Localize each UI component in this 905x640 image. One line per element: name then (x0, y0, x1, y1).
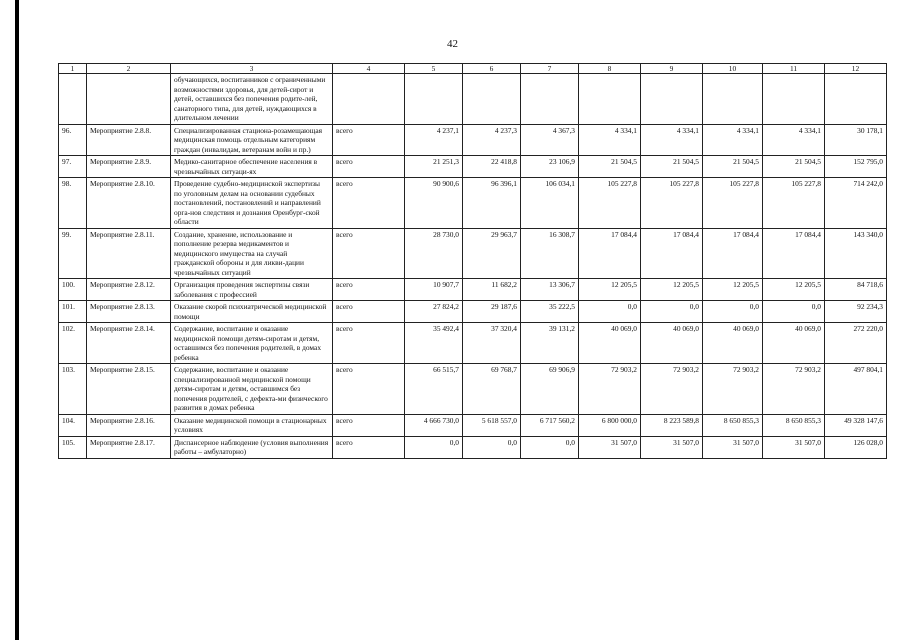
row-code: Мероприятие 2.8.17. (87, 436, 171, 458)
row-value: 22 418,8 (463, 156, 521, 178)
row-value: 21 504,5 (703, 156, 763, 178)
row-value: 39 131,2 (521, 323, 579, 364)
row-description: Специализированная стациона-розамещающая медицинская помощь отдельным категориям граждан (инвалидам, ветеранам войн и пр.) (171, 124, 333, 156)
row-value: 143 340,0 (825, 228, 887, 279)
row-value: 272 220,0 (825, 323, 887, 364)
row-value: 4 334,1 (579, 124, 641, 156)
row-code: Мероприятие 2.8.16. (87, 414, 171, 436)
table-row (59, 178, 887, 229)
row-value: 8 223 589,8 (641, 414, 703, 436)
row-value: 4 237,1 (405, 124, 463, 156)
table-row (59, 436, 887, 458)
row-value: 126 028,0 (825, 436, 887, 458)
column-numbers-row (59, 64, 887, 74)
row-value: 29 187,6 (463, 301, 521, 323)
row-value: 0,0 (763, 301, 825, 323)
table-row (59, 364, 887, 415)
row-description: Медико-санитарное обеспечение населения в чрезвычайных ситуаци-ях (171, 156, 333, 178)
column-header: 7 (521, 64, 579, 74)
row-value: 30 178,1 (825, 124, 887, 156)
row-kind: всего (333, 364, 405, 415)
column-header: 9 (641, 64, 703, 74)
row-value: 0,0 (521, 436, 579, 458)
row-value: 72 903,2 (763, 364, 825, 415)
row-value: 105 227,8 (763, 178, 825, 229)
column-header: 11 (763, 64, 825, 74)
table-body (59, 124, 887, 458)
row-code: Мероприятие 2.8.9. (87, 156, 171, 178)
row-description: Содержание, воспитание и оказание специализированной медицинской помощи детям-сиротам и детям, оставшимся без попечения родителей, с дефекта-ми физического развития в домах ребенка (171, 364, 333, 415)
row-value: 69 768,7 (463, 364, 521, 415)
row-value: 72 903,2 (641, 364, 703, 415)
row-value: 49 328 147,6 (825, 414, 887, 436)
row-value: 0,0 (463, 436, 521, 458)
row-kind: всего (333, 301, 405, 323)
row-value: 8 650 855,3 (703, 414, 763, 436)
row-value: 4 334,1 (763, 124, 825, 156)
row-value: 37 320,4 (463, 323, 521, 364)
row-description: Диспансерное наблюдение (условия выполнения работы – амбулаторно) (171, 436, 333, 458)
table-row (59, 156, 887, 178)
row-value: 40 069,0 (763, 323, 825, 364)
row-value: 4 237,3 (463, 124, 521, 156)
row-value: 714 242,0 (825, 178, 887, 229)
row-value: 13 306,7 (521, 279, 579, 301)
row-value: 8 650 855,3 (763, 414, 825, 436)
row-number: 104. (59, 414, 87, 436)
row-kind: всего (333, 178, 405, 229)
row-value: 17 084,4 (641, 228, 703, 279)
row-value: 12 205,5 (641, 279, 703, 301)
row-number: 97. (59, 156, 87, 178)
row-value: 21 251,3 (405, 156, 463, 178)
row-value: 16 308,7 (521, 228, 579, 279)
table-row (59, 414, 887, 436)
row-value: 105 227,8 (703, 178, 763, 229)
row-value: 6 717 560,2 (521, 414, 579, 436)
row-value: 84 718,6 (825, 279, 887, 301)
page-edge-bar (15, 0, 19, 640)
row-value: 66 515,7 (405, 364, 463, 415)
row-description: Содержание, воспитание и оказание медицинской помощи детям-сиротам и детям, оставшимся без попечения родителей, в домах ребенка (171, 323, 333, 364)
table-row (59, 301, 887, 323)
row-number: 103. (59, 364, 87, 415)
row-number: 101. (59, 301, 87, 323)
row-code: Мероприятие 2.8.13. (87, 301, 171, 323)
page-number: 42 (447, 38, 458, 50)
row-value: 0,0 (703, 301, 763, 323)
row-value: 31 507,0 (579, 436, 641, 458)
row-value: 40 069,0 (703, 323, 763, 364)
row-value: 31 507,0 (641, 436, 703, 458)
table-row (59, 323, 887, 364)
row-value: 6 800 000,0 (579, 414, 641, 436)
row-code: Мероприятие 2.8.8. (87, 124, 171, 156)
row-value: 72 903,2 (579, 364, 641, 415)
row-value: 40 069,0 (579, 323, 641, 364)
row-number: 99. (59, 228, 87, 279)
row-value: 69 906,9 (521, 364, 579, 415)
column-header: 10 (703, 64, 763, 74)
budget-table (58, 63, 887, 459)
row-value: 40 069,0 (641, 323, 703, 364)
row-value: 28 730,0 (405, 228, 463, 279)
column-header: 12 (825, 64, 887, 74)
row-value: 497 804,1 (825, 364, 887, 415)
row-value: 4 334,1 (641, 124, 703, 156)
row-value: 105 227,8 (641, 178, 703, 229)
row-kind: всего (333, 436, 405, 458)
column-header: 1 (59, 64, 87, 74)
row-code: Мероприятие 2.8.14. (87, 323, 171, 364)
row-value: 21 504,5 (763, 156, 825, 178)
row-kind: всего (333, 156, 405, 178)
row-code: Мероприятие 2.8.11. (87, 228, 171, 279)
column-header: 3 (171, 64, 333, 74)
row-value: 35 492,4 (405, 323, 463, 364)
row-value: 17 084,4 (703, 228, 763, 279)
row-value: 10 907,7 (405, 279, 463, 301)
row-code: Мероприятие 2.8.15. (87, 364, 171, 415)
row-value: 11 682,2 (463, 279, 521, 301)
row-description: Организация проведения экспертизы связи заболевания с профессией (171, 279, 333, 301)
row-value: 29 963,7 (463, 228, 521, 279)
row-value: 5 618 557,0 (463, 414, 521, 436)
row-value: 31 507,0 (703, 436, 763, 458)
row-value: 4 367,3 (521, 124, 579, 156)
row-value: 92 234,3 (825, 301, 887, 323)
row-value: 152 795,0 (825, 156, 887, 178)
column-header: 8 (579, 64, 641, 74)
row-value: 35 222,5 (521, 301, 579, 323)
row-code: Мероприятие 2.8.12. (87, 279, 171, 301)
row-value: 106 034,1 (521, 178, 579, 229)
column-header: 4 (333, 64, 405, 74)
row-number: 102. (59, 323, 87, 364)
row-value: 105 227,8 (579, 178, 641, 229)
row-number: 96. (59, 124, 87, 156)
row-value: 17 084,4 (763, 228, 825, 279)
row-value: 21 504,5 (641, 156, 703, 178)
row-kind: всего (333, 124, 405, 156)
row-value: 21 504,5 (579, 156, 641, 178)
row-value: 0,0 (405, 436, 463, 458)
row-value: 27 824,2 (405, 301, 463, 323)
row-description: Проведение судебно-медицинской экспертизы по уголовным делам на основании судебных постановлений, постановлений и направлений орга-нов следствия и дознания Оренбург-ской области (171, 178, 333, 229)
row-code: Мероприятие 2.8.10. (87, 178, 171, 229)
table-row (59, 279, 887, 301)
table-row (59, 228, 887, 279)
row-number: 100. (59, 279, 87, 301)
row-kind: всего (333, 414, 405, 436)
row-value: 23 106,9 (521, 156, 579, 178)
row-value: 72 903,2 (703, 364, 763, 415)
table-row (59, 124, 887, 156)
row-value: 4 334,1 (703, 124, 763, 156)
row-kind: всего (333, 228, 405, 279)
row-number: 98. (59, 178, 87, 229)
row-description: обучающихся, воспитанников с ограниченными возможностями здоровья, для детей-сирот и детей, оставшихся без попечения родите-лей, санаторного типа, для детей, нуждающихся в длительном лечении (171, 74, 333, 125)
row-value: 4 666 730,0 (405, 414, 463, 436)
row-value: 17 084,4 (579, 228, 641, 279)
row-kind: всего (333, 279, 405, 301)
column-header: 5 (405, 64, 463, 74)
row-value: 31 507,0 (763, 436, 825, 458)
row-kind: всего (333, 323, 405, 364)
column-header: 6 (463, 64, 521, 74)
row-value: 0,0 (641, 301, 703, 323)
row-value: 96 396,1 (463, 178, 521, 229)
row-value: 0,0 (579, 301, 641, 323)
row-value: 12 205,5 (579, 279, 641, 301)
row-description: Оказание скорой психиатрической медицинской помощи (171, 301, 333, 323)
row-value: 12 205,5 (763, 279, 825, 301)
table-row-continuation (59, 74, 887, 125)
row-value: 12 205,5 (703, 279, 763, 301)
row-number: 105. (59, 436, 87, 458)
row-description: Оказание медицинской помощи в стационарных условиях (171, 414, 333, 436)
column-header: 2 (87, 64, 171, 74)
row-description: Создание, хранение, использование и пополнение резерва медикаментов и медицинского имущества на случай гражданской обороны и для ликви-дации чрезвычайных ситуаций (171, 228, 333, 279)
row-value: 90 900,6 (405, 178, 463, 229)
